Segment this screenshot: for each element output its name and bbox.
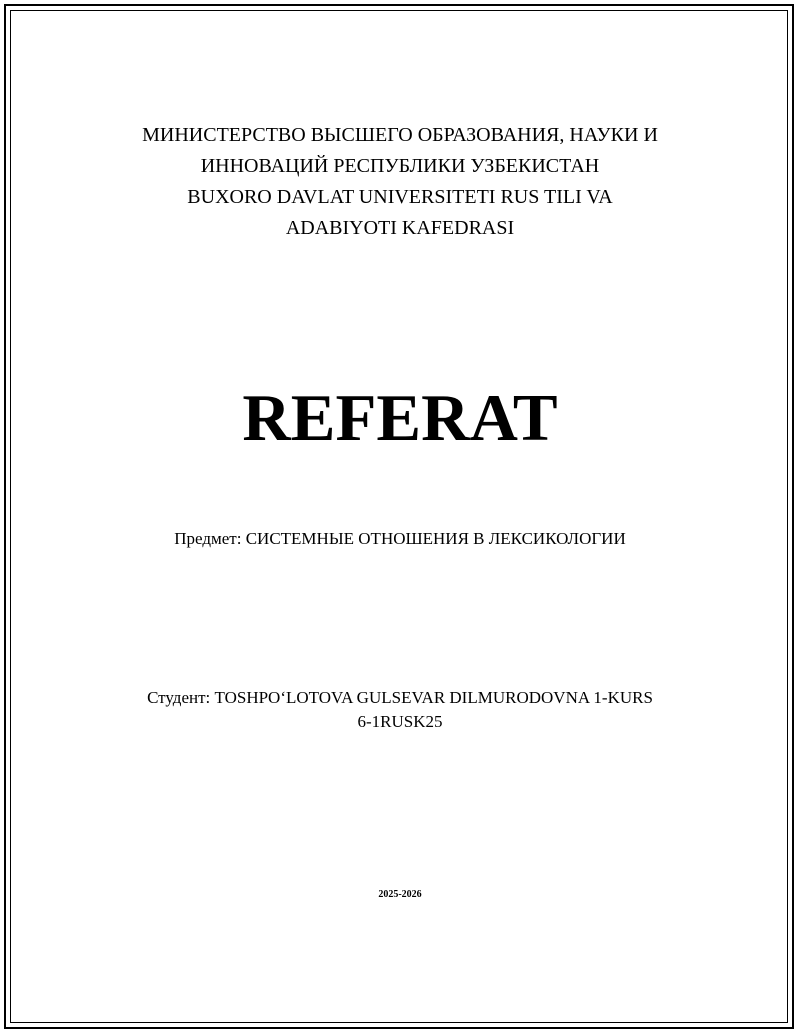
header-line-2: ИННОВАЦИЙ РЕСПУБЛИКИ УЗБЕКИСТАН — [200, 155, 600, 177]
header-line-1: МИНИСТЕРСТВО ВЫСШЕГО ОБРАЗОВАНИЯ, НАУКИ И — [142, 124, 658, 146]
header-line-3: BUXORO DAVLAT UNIVERSITETI RUS TILI VA — [187, 186, 613, 208]
header-line-4: ADABIYOTI KAFEDRASI — [285, 217, 515, 239]
student-line-2: 6-1RUSK25 — [357, 712, 443, 731]
student-line-1: Студент: TOSHPO‘LOTOVA GULSEVAR DILMURODOVNA 1-KURS — [147, 688, 653, 707]
institution-header — [0, 120, 800, 244]
academic-year: 2025-2026 — [378, 889, 422, 900]
document-title: REFERAT — [242, 381, 558, 455]
student-info — [0, 686, 800, 734]
subject-line: Предмет: СИСТЕМНЫЕ ОТНОШЕНИЯ В ЛЕКСИКОЛОГИИ — [174, 529, 626, 548]
